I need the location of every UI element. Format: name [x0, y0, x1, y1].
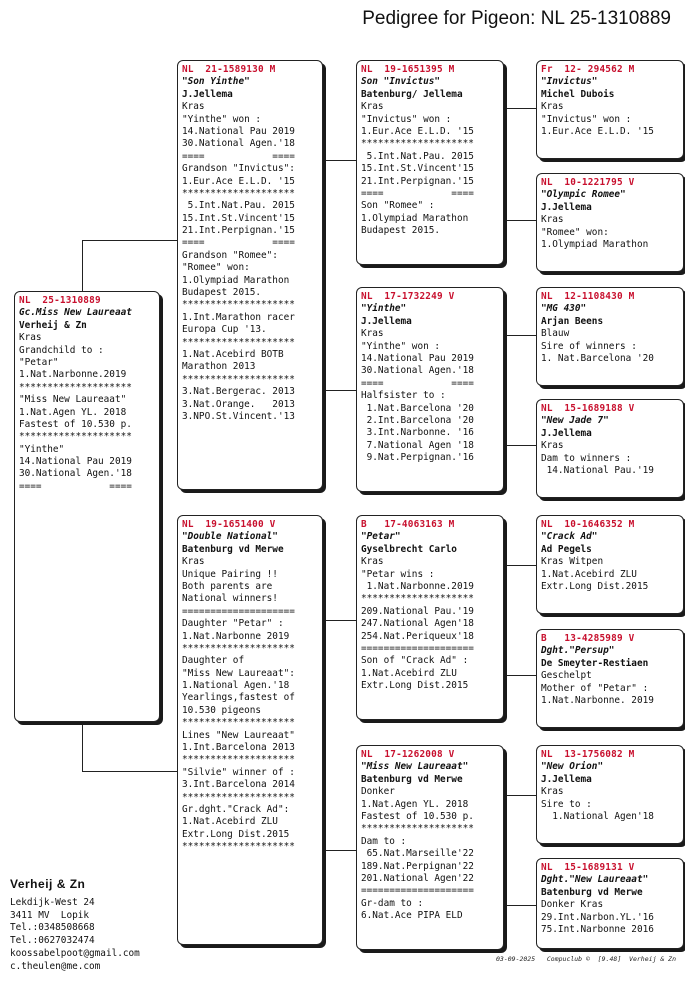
connector-line: [503, 335, 537, 336]
info-line: Kras: [541, 440, 564, 452]
pigeon-card-dam-sire: [356, 515, 504, 720]
pigeon-name: "New Jade 7": [541, 415, 609, 427]
pigeon-name: "MG 430": [541, 303, 587, 315]
info-line: 1.Nat.Narbonne.2019: [19, 369, 127, 381]
pigeon-card-dds: [536, 745, 684, 844]
connector-line: [322, 850, 358, 851]
info-line: ********************: [361, 823, 474, 835]
pigeon-name: Son "Invictus": [361, 76, 441, 88]
info-line: 209.National Pau.'19: [361, 605, 474, 617]
ring-number: NL 17-1262008 V: [361, 749, 455, 760]
info-line: 1.Olympiad Marathon: [361, 212, 469, 224]
info-line: 14.National Pau 2019: [361, 352, 474, 364]
info-line: ==== ====: [361, 187, 474, 199]
info-line: Son "Romee" :: [361, 200, 435, 212]
ring-number: NL 10-1221795 V: [541, 177, 635, 188]
info-line: "Yinthe": [19, 443, 65, 455]
info-line: Kras: [541, 101, 564, 113]
info-line: Kras: [19, 332, 42, 344]
email-line: c.theulen@me.com: [10, 960, 101, 972]
info-line: 1.Int.Marathon racer: [182, 311, 295, 323]
breeder-name: Gyselbrecht Carlo: [361, 543, 457, 555]
info-line: Extr.Long Dist.2015: [541, 580, 649, 592]
pigeon-name: "Invictus": [541, 76, 598, 88]
info-line: Kras: [182, 556, 205, 568]
info-line: 1.National Agen'18: [541, 810, 654, 822]
info-line: Both parents are: [182, 580, 273, 592]
info-line: ********************: [19, 381, 132, 393]
breeder-name: J.Jellema: [541, 773, 592, 785]
info-line: "Petar wins :: [361, 568, 435, 580]
info-line: Kras Witpen: [541, 556, 604, 568]
info-line: Halfsister to :: [361, 390, 446, 402]
info-line: Daughter "Petar" :: [182, 618, 284, 630]
pigeon-name: "Petar": [361, 531, 401, 543]
info-line: 30.National Agen.'18: [361, 365, 474, 377]
info-line: 21.Int.Perpignan.'15: [182, 225, 295, 237]
info-line: Daughter of: [182, 655, 245, 667]
info-line: ====================: [361, 642, 474, 654]
breeder-contact: [10, 878, 140, 974]
info-line: Dam to :: [361, 835, 407, 847]
info-line: 30.National Agen.'18: [182, 138, 295, 150]
phone-line: Tel.:0627032474: [10, 935, 95, 947]
connector-line: [503, 675, 537, 676]
info-line: Budapest 2015.: [182, 287, 262, 299]
info-line: Kras: [361, 101, 384, 113]
info-line: 1.Nat.Acebird BOTB: [182, 348, 284, 360]
info-line: "Invictus" won :: [541, 113, 632, 125]
pigeon-card-sire: [177, 60, 323, 490]
phone-line: Tel.:0348508668: [10, 922, 95, 934]
info-line: Europa Cup '13.: [182, 324, 267, 336]
pigeon-name: Gc.Miss New Laureaat: [19, 307, 132, 319]
info-line: 6.Nat.Ace PIPA ELD: [361, 910, 463, 922]
info-line: 3.Nat.Orange. 2013: [182, 398, 295, 410]
info-line: 1.Nat.Agen YL. 2018: [361, 798, 469, 810]
breeder-name: Michel Dubois: [541, 88, 615, 100]
ring-number: NL 19-1651395 M: [361, 64, 455, 75]
pigeon-card-sdd: [536, 399, 684, 498]
pigeon-card-sss: [536, 60, 684, 159]
info-line: 65.Nat.Marseille'22: [361, 848, 474, 860]
info-line: "Miss New Laureaat": [19, 394, 127, 406]
ring-number: NL 17-1732249 V: [361, 291, 455, 302]
info-line: ********************: [182, 299, 295, 311]
info-line: Son of "Crack Ad" :: [361, 655, 469, 667]
info-line: Mother of "Petar" :: [541, 682, 649, 694]
info-line: Marathon 2013: [182, 361, 256, 373]
info-line: Geschelpt: [541, 670, 592, 682]
info-line: "Yinthe" won :: [361, 340, 441, 352]
info-line: Budapest 2015.: [361, 225, 441, 237]
info-line: 201.National Agen'22: [361, 872, 474, 884]
info-line: 2.Int.Barcelona '20: [361, 414, 474, 426]
info-line: 1.Nat.Agen YL. 2018: [19, 406, 127, 418]
info-line: ==== ====: [182, 150, 295, 162]
info-line: 1.Nat.Narbonne 2019: [182, 630, 290, 642]
pigeon-card-ssd: [536, 173, 684, 272]
pigeon-name: "Olympic Romee": [541, 189, 626, 201]
info-line: 1. Nat.Barcelona '20: [541, 352, 654, 364]
info-line: 5.Int.Nat.Pau. 2015: [361, 150, 474, 162]
connector-line: [322, 620, 358, 621]
pigeon-name: "Crack Ad": [541, 531, 598, 543]
connector-line: [82, 771, 178, 772]
ring-number: NL 15-1689188 V: [541, 403, 635, 414]
info-line: ********************: [182, 791, 295, 803]
info-line: ********************: [182, 754, 295, 766]
info-line: ********************: [182, 187, 295, 199]
info-line: Grandchild to :: [19, 344, 104, 356]
info-line: 14.National Pau 2019: [19, 456, 132, 468]
pigeon-card-dss: [536, 515, 684, 614]
info-line: Kras: [541, 214, 564, 226]
connector-line: [322, 160, 358, 161]
pigeon-card-subject: [14, 291, 160, 722]
info-line: 15.Int.St.Vincent'15: [182, 212, 295, 224]
info-line: 1.Nat.Narbonne. 2019: [541, 694, 654, 706]
breeder-name: J.Jellema: [541, 427, 592, 439]
info-line: 1.Olympiad Marathon: [182, 274, 290, 286]
breeder-footer-name: Verheij & Zn: [10, 877, 86, 891]
connector-line: [82, 722, 83, 772]
pigeon-name: Dght."Persup": [541, 645, 615, 657]
info-line: Kras: [541, 786, 564, 798]
info-line: 75.Int.Narbonne 2016: [541, 923, 654, 935]
pigeon-card-dam: [177, 515, 323, 945]
breeder-name: Batenburg vd Merwe: [361, 773, 463, 785]
info-line: 5.Int.Nat.Pau. 2015: [182, 200, 295, 212]
connector-line: [82, 240, 178, 241]
info-line: 1.National Agen.'18: [182, 680, 290, 692]
pigeon-name: "New Orion": [541, 761, 604, 773]
pigeon-name: Dght."New Laureaat": [541, 874, 649, 886]
connector-line: [503, 108, 537, 109]
pigeon-name: "Miss New Laureaat": [361, 761, 469, 773]
connector-line: [82, 240, 83, 292]
info-line: Extr.Long Dist.2015: [182, 828, 290, 840]
pigeon-card-dam-dam: [356, 745, 504, 950]
info-line: 21.Int.Perpignan.'15: [361, 175, 474, 187]
info-line: 1.Nat.Narbonne.2019: [361, 580, 474, 592]
ring-number: NL 25-1310889: [19, 295, 101, 306]
pigeon-card-sire-dam: [356, 287, 504, 492]
breeder-name: J.Jellema: [541, 201, 592, 213]
pigeon-card-dsd: [536, 629, 684, 728]
info-line: Lines "New Laureaat": [182, 729, 295, 741]
breeder-name: Ad Pegels: [541, 543, 592, 555]
connector-line: [503, 905, 537, 906]
info-line: 1.Nat.Acebird ZLU: [182, 816, 278, 828]
info-line: "Miss New Laureaat":: [182, 667, 295, 679]
info-line: ********************: [19, 431, 132, 443]
info-line: ********************: [182, 841, 295, 853]
ring-number: NL 10-1646352 M: [541, 519, 635, 530]
info-line: Donker: [361, 786, 395, 798]
info-line: 1.Eur.Ace E.L.D. '15: [361, 125, 474, 137]
pigeon-card-sire-sire: [356, 60, 504, 265]
breeder-name: J.Jellema: [182, 88, 233, 100]
breeder-name: Arjan Beens: [541, 315, 604, 327]
info-line: 10.530 pigeons: [182, 704, 262, 716]
info-line: 3.Int.Narbonne. '16: [361, 427, 474, 439]
info-line: Grandson "Romee":: [182, 249, 278, 261]
info-line: Blauw: [541, 328, 570, 340]
info-line: ********************: [361, 593, 474, 605]
info-line: National winners!: [182, 593, 278, 605]
info-line: 3.NPO.St.Vincent.'13: [182, 410, 295, 422]
info-line: 14.National Pau 2019: [182, 125, 295, 137]
info-line: 1.Olympiad Marathon: [541, 238, 649, 250]
info-line: Unique Pairing !!: [182, 568, 278, 580]
info-line: Extr.Long Dist.2015: [361, 680, 469, 692]
info-line: Donker Kras: [541, 899, 604, 911]
print-date-credit: 03-09-2025 Compuclub © [9.48] Verheij & Zn: [496, 955, 677, 963]
info-line: 7.National Agen '18: [361, 439, 474, 451]
info-line: 1.Int.Barcelona 2013: [182, 742, 295, 754]
info-line: 3.Int.Barcelona 2014: [182, 779, 295, 791]
page-title: Pedigree for Pigeon: NL 25-1310889: [362, 8, 671, 29]
pigeon-name: "Double National": [182, 531, 278, 543]
info-line: 1.Eur.Ace E.L.D. '15: [541, 125, 654, 137]
info-line: Kras: [361, 328, 384, 340]
pigeon-name: "Son Yinthe": [182, 76, 250, 88]
info-line: 29.Int.Narbon.YL.'16: [541, 911, 654, 923]
info-line: ********************: [361, 138, 474, 150]
info-line: ********************: [182, 336, 295, 348]
address-line: Lekdijk-West 24: [10, 896, 95, 908]
connector-line: [503, 795, 537, 796]
breeder-name: De Smeyter-Restiaen: [541, 657, 649, 669]
ring-number: NL 21-1589130 M: [182, 64, 276, 75]
info-line: 15.Int.St.Vincent'15: [361, 163, 474, 175]
address-line: 3411 MV Lopik: [10, 909, 90, 921]
info-line: "Yinthe" won :: [182, 113, 262, 125]
info-line: 1.Nat.Barcelona '20: [361, 402, 474, 414]
info-line: ==== ====: [182, 237, 295, 249]
ring-number: B 13-4285989 V: [541, 633, 635, 644]
info-line: ====================: [361, 885, 474, 897]
info-line: Fastest of 10.530 p.: [19, 418, 132, 430]
info-line: Yearlings,fastest of: [182, 692, 295, 704]
email-line: koossabelpoot@gmail.com: [10, 947, 140, 959]
pigeon-card-ddd: [536, 858, 684, 949]
breeder-name: Batenburg/ Jellema: [361, 88, 463, 100]
info-line: 14.National Pau.'19: [541, 464, 654, 476]
connector-line: [322, 390, 358, 391]
breeder-name: Batenburg vd Merwe: [541, 886, 643, 898]
info-line: ********************: [182, 717, 295, 729]
info-line: ********************: [182, 373, 295, 385]
info-line: "Silvie" winner of :: [182, 766, 295, 778]
ring-number: NL 15-1689131 V: [541, 862, 635, 873]
info-line: Kras: [361, 556, 384, 568]
info-line: Sire to :: [541, 798, 592, 810]
info-line: "Invictus" won :: [361, 113, 452, 125]
info-line: ==== ====: [361, 377, 474, 389]
pigeon-card-sds: [536, 287, 684, 386]
connector-line: [503, 565, 537, 566]
info-line: Gr-dam to :: [361, 897, 424, 909]
info-line: 247.National Agen'18: [361, 618, 474, 630]
info-line: "Petar": [19, 356, 59, 368]
connector-line: [503, 445, 537, 446]
breeder-name: J.Jellema: [361, 315, 412, 327]
info-line: ==== ====: [19, 480, 132, 492]
ring-number: B 17-4063163 M: [361, 519, 455, 530]
ring-number: NL 13-1756082 M: [541, 749, 635, 760]
info-line: 1.Eur.Ace E.L.D. '15: [182, 175, 295, 187]
info-line: "Romee" won:: [541, 226, 609, 238]
info-line: Sire of winners :: [541, 340, 637, 352]
info-line: 3.Nat.Bergerac. 2013: [182, 386, 295, 398]
info-line: "Romee" won:: [182, 262, 250, 274]
info-line: 1.Nat.Acebird ZLU: [361, 667, 457, 679]
info-line: 1.Nat.Acebird ZLU: [541, 568, 637, 580]
info-line: 254.Nat.Periqueux'18: [361, 630, 474, 642]
info-line: Dam to winners :: [541, 452, 632, 464]
info-line: Grandson "Invictus":: [182, 163, 295, 175]
info-line: 189.Nat.Perpignan'22: [361, 860, 474, 872]
ring-number: NL 19-1651400 V: [182, 519, 276, 530]
info-line: Kras: [182, 101, 205, 113]
pigeon-name: "Yinthe": [361, 303, 407, 315]
info-line: ====================: [182, 605, 295, 617]
info-line: 9.Nat.Perpignan.'16: [361, 452, 474, 464]
info-line: 30.National Agen.'18: [19, 468, 132, 480]
breeder-name: Batenburg vd Merwe: [182, 543, 284, 555]
connector-line: [503, 220, 537, 221]
breeder-name: Verheij & Zn: [19, 319, 87, 331]
info-line: Gr.dght."Crack Ad":: [182, 803, 290, 815]
info-line: Fastest of 10.530 p.: [361, 810, 474, 822]
ring-number: Fr 12- 294562 M: [541, 64, 635, 75]
ring-number: NL 12-1108430 M: [541, 291, 635, 302]
info-line: ********************: [182, 642, 295, 654]
